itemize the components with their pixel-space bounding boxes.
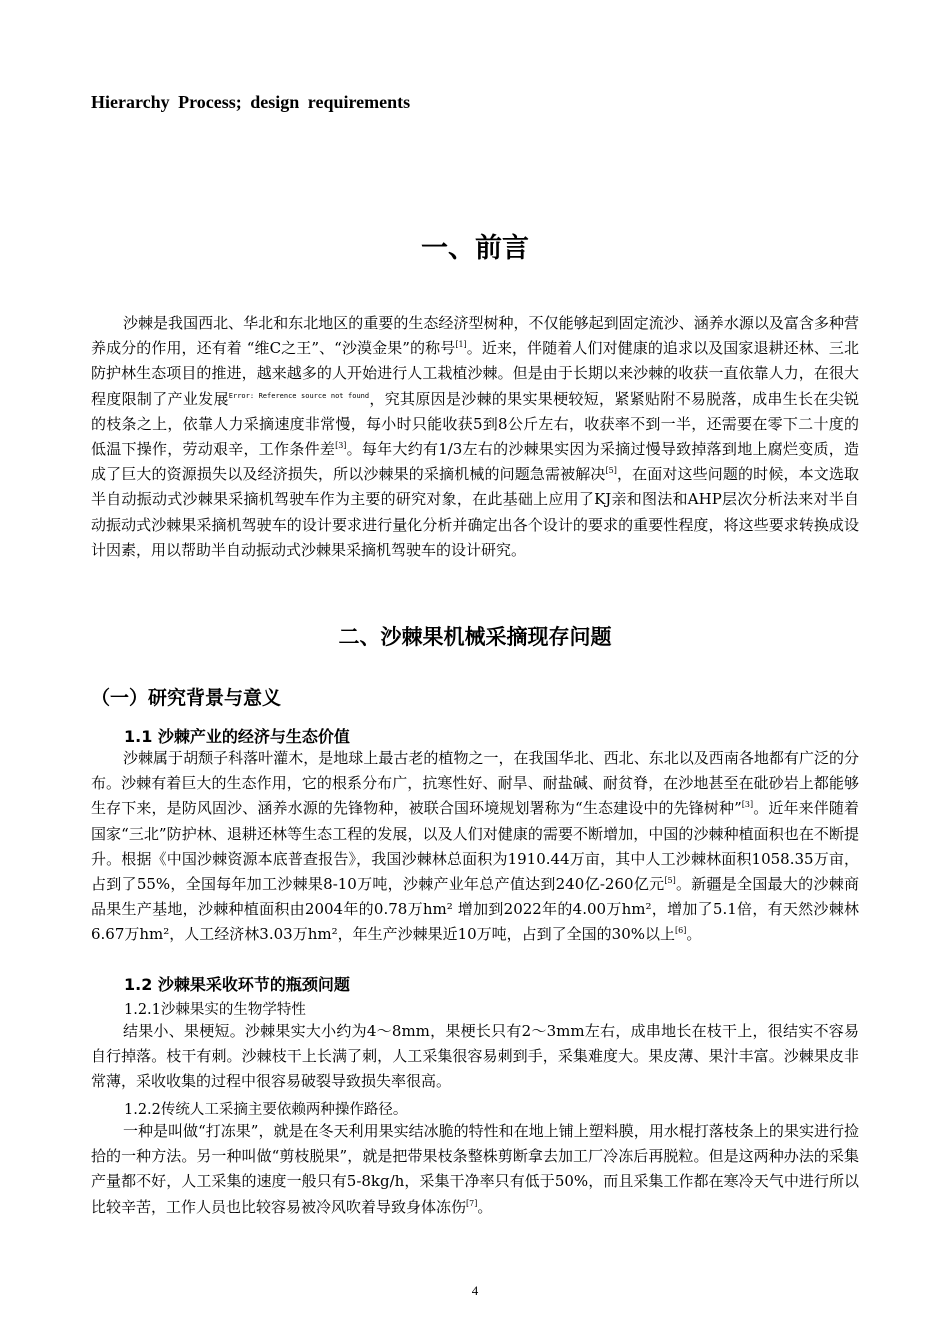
keywords-tail: Hierarchy Process; design requirements	[91, 92, 411, 112]
preface-text-2: 。近来，伴随着人们对健康的追求以及国家退耕还林、三北防护林生态项目的推进，越来越多的人开始进行人工栽植沙棘。但是由于长期以来沙棘的收获一直依靠人力，在很大程度限制了产业发展	[91, 339, 859, 408]
paragraph-1-2-2	[91, 1119, 859, 1220]
p11-text-4: 。	[686, 925, 702, 944]
preface-text-1: 沙棘是我国西北、华北和东北地区的重要的生态经济型树种，不仅能够起到固定流沙、涵养水源以及富含多种营养成分的作用，还有着 “维C之王”、“沙漠金果”的称号	[91, 314, 859, 358]
citation-3b[interactable]: [3]	[741, 800, 754, 810]
paragraph-1-2-1: 结果小、果梗短。沙棘果实大小约为4～8mm，果梗长只有2～3mm左右，成串地长在枝干上，很结实不容易自行掉落。枝干有刺。沙棘枝干上长满了刺，人工采集很容易刺到手，采集难度大。果皮薄、果汁丰富。沙棘果皮非常薄，采收收集的过程中很容易破裂导致损失率很高。	[91, 1022, 859, 1091]
preface-paragraph	[91, 311, 859, 563]
citation-1[interactable]: [1]	[455, 340, 467, 350]
subheading-1-2-1: 1.2.1沙棘果实的生物学特性	[124, 1002, 306, 1018]
preface-text-5: ，在面对这些问题的时候，本文选取半自动振动式沙棘果采摘机驾驶车作为主要的研究对象，在此基础上应用了KJ亲和图法和AHP层次分析法来对半自动振动式沙棘果采摘机驾驶车的设计要求进行量化分析并确定出各个设计的要求的重要性程度，将这些要求转换成设计因素，用以帮助半自动振动式沙棘果采摘机驾驶车的设计研究。	[91, 465, 859, 559]
p122-text-2: 。	[477, 1197, 493, 1216]
citation-7[interactable]: [7]	[466, 1198, 478, 1208]
p122-text-1: 一种是叫做“打冻果”，就是在冬天利用果实结冰脆的特性和在地上铺上塑料膜，用水棍打落枝条上的果实进行捡拾的一种方法。另一种叫做“剪枝脱果”，就是把带果枝条整株剪断拿去加工厂冷冻后再脱粒。但是这两种办法的采集产量都不好，人工采集的速度一般只有5-8kg/h，采集干净率只有低于50%，而且采集工作都在寒冷天气中进行所以比较辛苦，工作人员也比较容易被冷风吹着导致身体冻伤	[91, 1122, 859, 1216]
citation-5b[interactable]: [5]	[664, 876, 676, 886]
heading-1-1: 1.1 沙棘产业的经济与生态价值	[124, 727, 350, 746]
p11-text-2: 。近年来伴随着国家“三北”防护林、退耕还林等生态工程的发展，以及人们对健康的需要不断增加，中国的沙棘种植面积也在不断提升。根据《中国沙棘资源本底普查报告》，我国沙棘林总面积为1910.44万亩，其中人工沙棘林面积1058.35万亩，占到了55%，全国每年加工沙棘果8-10万吨，沙棘产业年总产值达到240亿-260亿元	[91, 799, 859, 894]
citation-3[interactable]: [3]	[335, 441, 347, 451]
citation-5[interactable]: [5]	[605, 466, 617, 476]
citation-6[interactable]: [6]	[675, 926, 687, 936]
preface-heading: 一、前言	[421, 233, 529, 264]
background-heading: （一）研究背景与意义	[91, 687, 282, 709]
error-reference: Error: Reference source not found	[228, 391, 370, 400]
section-2-heading: 二、沙棘果机械采摘现存问题	[338, 625, 612, 649]
subheading-1-2-2: 1.2.2传统人工采摘主要依赖两种操作路径。	[124, 1102, 408, 1118]
heading-1-2: 1.2 沙棘果采收环节的瓶颈问题	[124, 975, 350, 994]
p11-text-1: 沙棘属于胡颓子科落叶灌木，是地球上最古老的植物之一，在我国华北、西北、东北以及西南各地都有广泛的分布。沙棘有着巨大的生态作用，它的根系分布广，抗寒性好、耐旱、耐盐碱、耐贫脊，在沙地甚至在砒砂岩上都能够生存下来，是防风固沙、涵养水源的先锋物种，被联合国环境规划署称为“生态建设中的先锋树种”	[91, 749, 859, 818]
preface-text-4: 。每年大约有1/3左右的沙棘果实因为采摘过慢导致掉落到地上腐烂变质，造成了巨大的资源损失以及经济损失，所以沙棘果的采摘机械的问题急需被解决	[91, 440, 859, 484]
p11-text-3: 。新疆是全国最大的沙棘商品果生产基地，沙棘种植面积由2004年的0.78万hm² 增加到2022年的4.00万hm²，增加了5.1倍，有天然沙棘林6.67万hm²，人工经济林3.03万hm²，年生产沙棘果近10万吨，占到了全国的30%以上	[91, 875, 859, 944]
paragraph-1-1	[91, 746, 859, 948]
preface-text-3: ，究其原因是沙棘的果实果梗较短，紧紧贴附不易脱落，成串生长在尖锐的枝条之上，依靠人力采摘速度非常慢，每小时只能收获5到8公斤左右，收获率不到一半，还需要在零下二十度的低温下操作，劳动艰辛，工作条件差	[91, 389, 859, 459]
page-number: 4	[471, 1283, 479, 1298]
